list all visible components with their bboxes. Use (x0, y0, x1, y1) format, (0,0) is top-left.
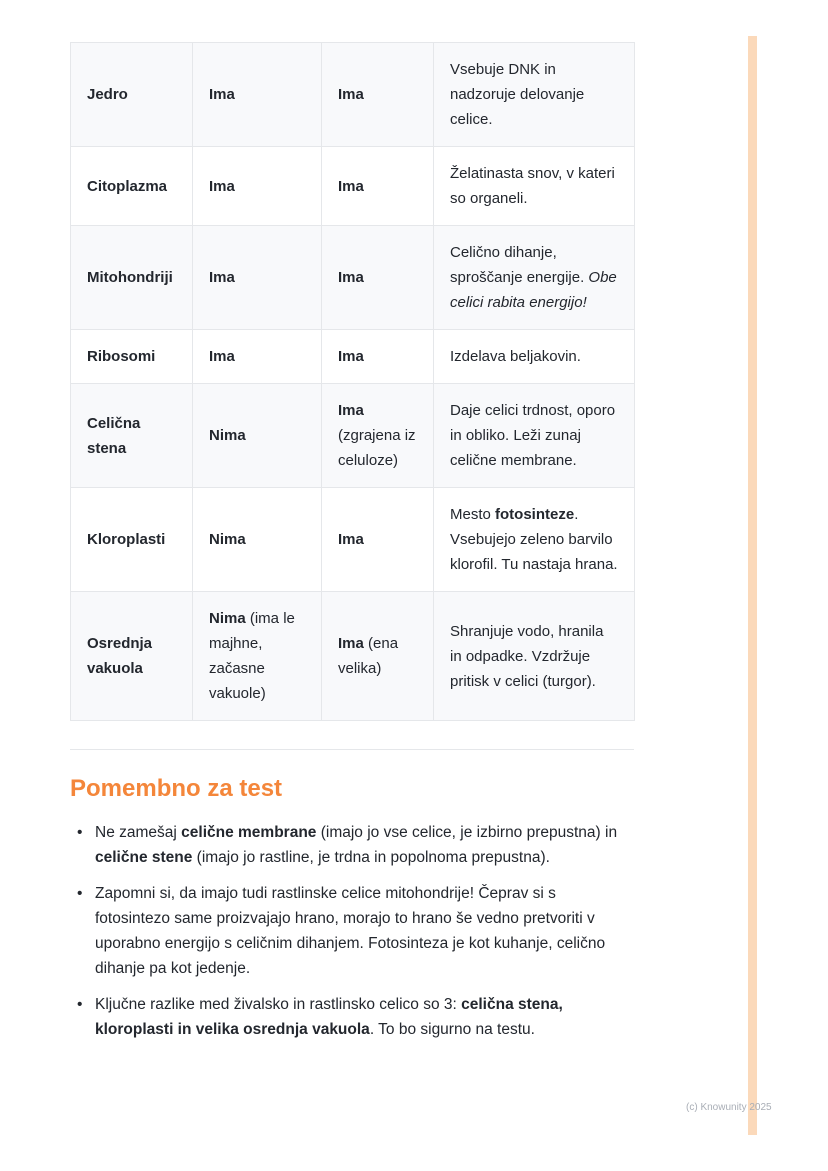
cell-animal-cell: Ima (193, 43, 322, 147)
content-column (70, 42, 634, 1053)
cell-plant-cell: Ima (322, 330, 434, 384)
cell-plant-cell: Ima (zgrajena iz celuloze) (322, 384, 434, 488)
cell-animal-cell: Ima (193, 226, 322, 330)
bullet-marker: • (77, 885, 83, 902)
cell-organelle: Kloroplasti (71, 488, 193, 592)
watermark: (c) Knowunity 2025 (686, 1102, 772, 1113)
section-heading: Pomembno za test (70, 775, 283, 802)
page-edge-stripe (748, 36, 757, 1135)
cell-plant-cell: Ima (ena velika) (322, 592, 434, 721)
cell-plant-cell: Ima (322, 488, 434, 592)
cell-description: Mesto fotosinteze. Vsebujejo zeleno barvilo klorofil. Tu nastaja hrana. (434, 488, 635, 592)
table-row-osrednja-vakuola (71, 592, 635, 721)
bullet-marker: • (77, 824, 83, 841)
bullet-text: Zapomni si, da imajo tudi rastlinske celice mitohondrije! Čeprav si s fotosintezo same proizvajajo hrano, morajo to hrano še vedno pretvoriti v uporabno energijo s celičnim dihanjem. Fotosinteza je kot kuhanje, celično dihanje pa kot jedenje. (95, 885, 606, 977)
cell-organelle: Jedro (71, 43, 193, 147)
bullet-item (70, 992, 630, 1042)
bullet-item (70, 820, 630, 870)
table-row-jedro (71, 43, 635, 147)
cell-organelle: Mitohondriji (71, 226, 193, 330)
cell-description: Shranjuje vodo, hranila in odpadke. Vzdržuje pritisk v celici (turgor). (434, 592, 635, 721)
cell-organelle: Celična stena (71, 384, 193, 488)
cell-plant-cell: Ima (322, 147, 434, 226)
cell-animal-cell: Nima (193, 488, 322, 592)
table-row-citoplazma (71, 147, 635, 226)
table-row-ribosomi (71, 330, 635, 384)
bullet-list (70, 820, 630, 1042)
bullet-text: Ne zamešaj celične membrane (imajo jo vse celice, je izbirno prepustna) in celične stene (imajo jo rastline, je trdna in popolnoma prepustna). (95, 824, 618, 866)
cell-description: Celično dihanje, sproščanje energije. Obe celici rabita energijo! (434, 226, 635, 330)
cell-organelle: Osrednja vakuola (71, 592, 193, 721)
table-row-mitohondriji (71, 226, 635, 330)
table-row-kloroplasti (71, 488, 635, 592)
cell-description: Daje celici trdnost, oporo in obliko. Leži zunaj celične membrane. (434, 384, 635, 488)
bullet-item (70, 881, 630, 981)
cell-animal-cell: Nima (193, 384, 322, 488)
cell-organelle: Ribosomi (71, 330, 193, 384)
cell-description: Izdelava beljakovin. (434, 330, 635, 384)
organelle-comparison-table (70, 42, 635, 721)
cell-plant-cell: Ima (322, 226, 434, 330)
cell-plant-cell: Ima (322, 43, 434, 147)
cell-organelle: Citoplazma (71, 147, 193, 226)
cell-animal-cell: Ima (193, 147, 322, 226)
cell-description: Vsebuje DNK in nadzoruje delovanje celice. (434, 43, 635, 147)
cell-animal-cell: Nima (ima le majhne, začasne vakuole) (193, 592, 322, 721)
table-row-celicna-stena (71, 384, 635, 488)
cell-animal-cell: Ima (193, 330, 322, 384)
bullet-marker: • (77, 996, 83, 1013)
section-divider (70, 749, 634, 750)
bullet-text: Ključne razlike med živalsko in rastlinsko celico so 3: celična stena, kloroplasti in velika osrednja vakuola. To bo sigurno na testu. (95, 996, 563, 1038)
cell-description: Želatinasta snov, v kateri so organeli. (434, 147, 635, 226)
table-body (71, 43, 635, 721)
